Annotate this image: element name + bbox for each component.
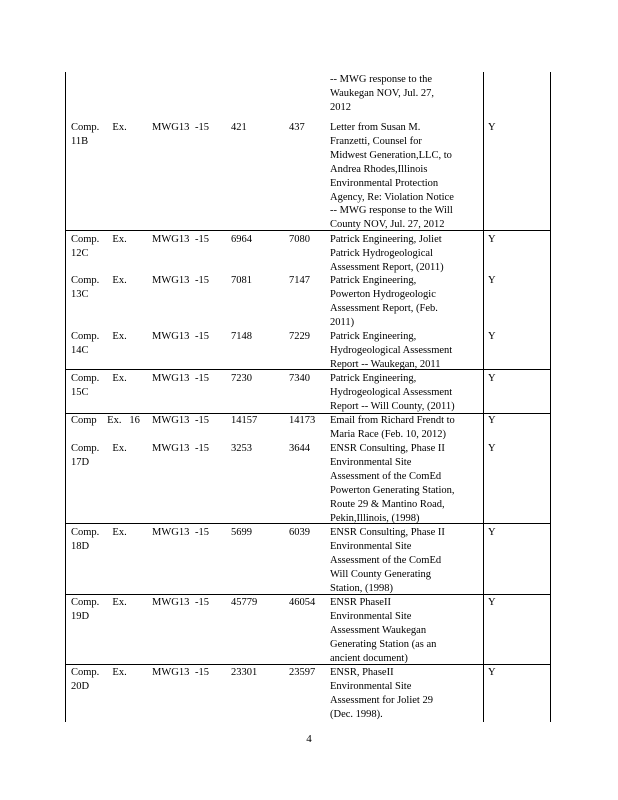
objection-flag: Y	[488, 122, 496, 133]
description-cell: ENSR PhaseII Environmental Site Assessment Waukegan Generating Station (as an ancient document)	[330, 597, 437, 664]
bates-suffix: -15	[195, 597, 209, 608]
objection-flag: Y	[488, 373, 496, 384]
exhibit-cell: Comp. Ex. 17D	[71, 443, 127, 468]
exhibit-cell: Comp. Ex. 12C	[71, 234, 127, 259]
objection-flag: Y	[488, 443, 496, 454]
table-border-right	[550, 72, 551, 722]
bates-suffix: -15	[195, 373, 209, 384]
bates-prefix: MWG13	[152, 527, 190, 538]
bates-suffix: -15	[195, 331, 209, 342]
table-border-left	[65, 72, 66, 722]
bates-start: 14157	[231, 415, 258, 426]
description-cell: ENSR Consulting, Phase II Environmental Site Assessment of the ComEd Powerton Generating Station, Route 29 & Mantino Road, Pekin,Illinois, (1998)	[330, 443, 455, 524]
bates-start: 421	[231, 122, 247, 133]
bates-start: 45779	[231, 597, 258, 608]
bates-suffix: -15	[195, 527, 209, 538]
row-divider	[65, 523, 551, 524]
objection-flag: Y	[488, 234, 496, 245]
bates-prefix: MWG13	[152, 331, 190, 342]
bates-end: 6039	[289, 527, 310, 538]
bates-end: 7147	[289, 275, 310, 286]
bates-end: 7229	[289, 331, 310, 342]
bates-end: 437	[289, 122, 305, 133]
description-cell: Patrick Engineering, Joliet Patrick Hydrogeological Assessment Report, (2011)	[330, 234, 444, 273]
bates-end: 7080	[289, 234, 310, 245]
exhibit-cell: Comp. Ex. 14C	[71, 331, 127, 356]
exhibit-cell: Comp. Ex. 18D	[71, 527, 127, 552]
bates-end: 14173	[289, 415, 316, 426]
bates-prefix: MWG13	[152, 597, 190, 608]
exhibit-cell: Comp. Ex. 19D	[71, 597, 127, 622]
bates-start: 7081	[231, 275, 252, 286]
description-cell: Patrick Engineering, Hydrogeological Assessment Report -- Will County, (2011)	[330, 373, 455, 412]
bates-suffix: -15	[195, 122, 209, 133]
description-cell: ENSR, PhaseII Environmental Site Assessment for Joliet 29 (Dec. 1998).	[330, 667, 433, 720]
row-divider	[65, 594, 551, 595]
bates-end: 3644	[289, 443, 310, 454]
row-divider	[65, 230, 551, 231]
bates-suffix: -15	[195, 667, 209, 678]
objection-flag: Y	[488, 667, 496, 678]
exhibit-cell: Comp Ex. 16	[71, 415, 140, 426]
bates-prefix: MWG13	[152, 443, 190, 454]
bates-prefix: MWG13	[152, 234, 190, 245]
row-divider	[65, 369, 551, 370]
objection-flag: Y	[488, 275, 496, 286]
bates-start: 5699	[231, 527, 252, 538]
table-border-divider	[483, 72, 484, 722]
bates-end: 7340	[289, 373, 310, 384]
bates-start: 23301	[231, 667, 258, 678]
bates-start: 6964	[231, 234, 252, 245]
bates-suffix: -15	[195, 275, 209, 286]
objection-flag: Y	[488, 527, 496, 538]
bates-suffix: -15	[195, 415, 209, 426]
bates-suffix: -15	[195, 234, 209, 245]
objection-flag: Y	[488, 597, 496, 608]
objection-flag: Y	[488, 415, 496, 426]
bates-prefix: MWG13	[152, 122, 190, 133]
description-cell: Patrick Engineering, Hydrogeological Assessment Report -- Waukegan, 2011	[330, 331, 453, 370]
description-cell: Patrick Engineering, Powerton Hydrogeologic Assessment Report, (Feb. 2011)	[330, 275, 438, 328]
bates-prefix: MWG13	[152, 373, 190, 384]
exhibit-cell: Comp. Ex. 15C	[71, 373, 127, 398]
bates-end: 46054	[289, 597, 316, 608]
bates-start: 3253	[231, 443, 252, 454]
bates-prefix: MWG13	[152, 415, 190, 426]
description-cell: ENSR Consulting, Phase II Environmental Site Assessment of the ComEd Will County Generating Station, (1998)	[330, 527, 445, 594]
page-number: 4	[306, 733, 312, 745]
objection-flag: Y	[488, 331, 496, 342]
bates-prefix: MWG13	[152, 275, 190, 286]
exhibit-cell: Comp. Ex. 20D	[71, 667, 127, 692]
description-cell: -- MWG response to the Waukegan NOV, Jul. 27, 2012	[330, 74, 434, 113]
bates-start: 7230	[231, 373, 252, 384]
description-cell: Email from Richard Frendt to Maria Race (Feb. 10, 2012)	[330, 415, 455, 440]
exhibit-cell: Comp. Ex. 11B	[71, 122, 127, 147]
bates-start: 7148	[231, 331, 252, 342]
row-divider	[65, 664, 551, 665]
exhibit-cell: Comp. Ex. 13C	[71, 275, 127, 300]
bates-suffix: -15	[195, 443, 209, 454]
description-cell: Letter from Susan M. Franzetti, Counsel for Midwest Generation,LLC, to Andrea Rhodes,Illinois Environmental Protection Agency, Re: Violation Notice -- MWG response to the Will County NOV, Jul. 27, 2012	[330, 122, 454, 231]
bates-end: 23597	[289, 667, 316, 678]
bates-prefix: MWG13	[152, 667, 190, 678]
